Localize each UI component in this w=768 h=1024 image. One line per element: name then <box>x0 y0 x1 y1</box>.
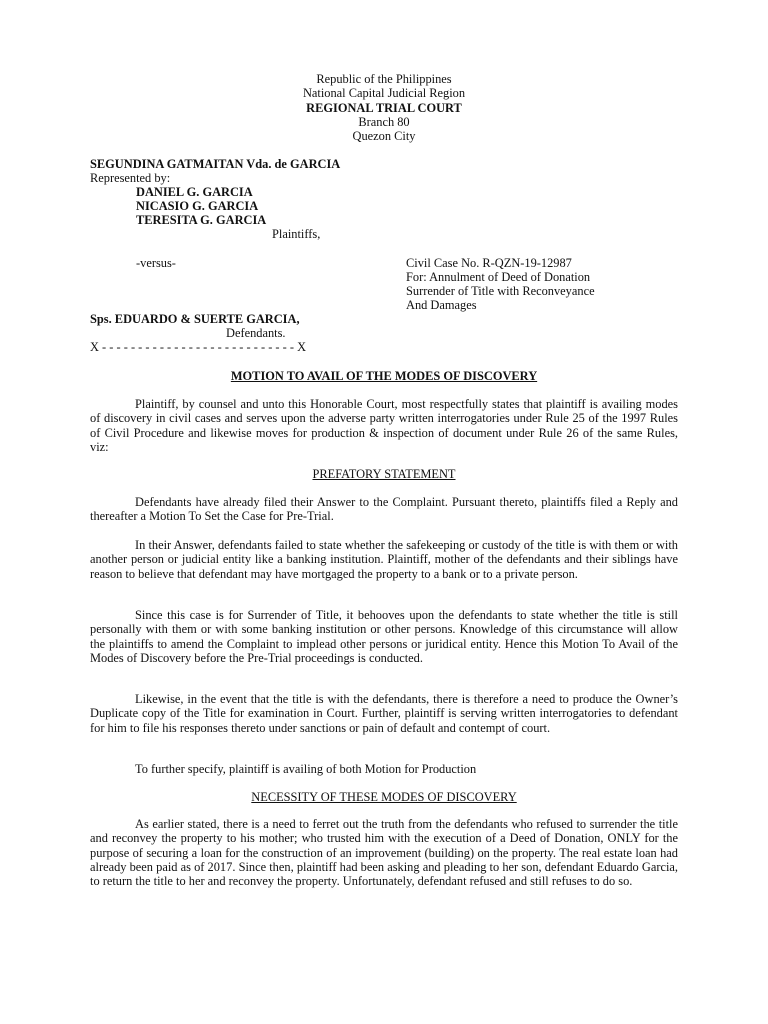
caption-separator: X - - - - - - - - - - - - - - - - - - - - - - - - - - - X <box>90 340 307 354</box>
representative-name: NICASIO G. GARCIA <box>136 199 259 213</box>
header-region: National Capital Judicial Region <box>302 86 466 101</box>
paragraph-failed-to-state: In their Answer, defendants failed to state whether the safekeeping or custody of the title is with them or with another person or judicial entity like a banking institution. Plaintiff, mother of the defendants and their siblings have reason to believe that defendant may have mortgaged the property to a bank or to a private person. <box>90 538 678 581</box>
header-branch: Branch 80 <box>358 114 410 129</box>
case-for-line3: And Damages <box>406 298 477 312</box>
paragraph-as-earlier-stated: As earlier stated, there is a need to ferret out the truth from the defendants who refused to surrender the title and reconvey the property to his mother; who trusted him with the execution of a Deed of Donation, ONLY for the purpose of securing a loan for the construction of an improvement (building) on the property. The real estate loan had already been paid as of 2017. Since then, plaintiff had been asking and pleading to her son, defendant Eduardo Garcia, to return the title to her and reconvey the property. Unfortunately, defendant refused and still refuses to do so. <box>90 817 678 889</box>
case-for-line2: Surrender of Title with Reconveyance <box>406 284 595 298</box>
court-header <box>0 72 768 143</box>
case-number: Civil Case No. R-QZN-19-12987 <box>406 256 572 270</box>
header-city: Quezon City <box>352 129 416 144</box>
plaintiffs-label: Plaintiffs, <box>272 227 321 241</box>
represented-by: Represented by: <box>90 171 171 185</box>
paragraph-answer-filed: Defendants have already filed their Answer to the Complaint. Pursuant thereto, plaintiffs filed a Reply and thereafter a Motion To Set the Case for Pre-Trial. <box>90 495 678 524</box>
prefatory-heading: PREFATORY STATEMENT <box>312 467 456 481</box>
representative-name: DANIEL G. GARCIA <box>136 185 253 199</box>
plaintiff-name: SEGUNDINA GATMAITAN Vda. de GARCIA <box>90 157 341 171</box>
versus-label: -versus- <box>136 256 176 270</box>
paragraph-further-specify: To further specify, plaintiff is availing of both Motion for Production <box>135 762 477 776</box>
case-for: For: Annulment of Deed of Donation <box>406 270 591 284</box>
defendant-name: Sps. EDUARDO & SUERTE GARCIA, <box>90 312 300 326</box>
necessity-heading: NECESSITY OF THESE MODES OF DISCOVERY <box>251 790 517 804</box>
header-republic: Republic of the Philippines <box>316 72 452 86</box>
representative-name: TERESITA G. GARCIA <box>136 213 267 227</box>
paragraph-surrender-of-title: Since this case is for Surrender of Title, it behooves upon the defendants to state whether the title is still personally with them or with some banking institution or other persons. Knowledge of this circumstance will allow the plaintiffs to amend the Complaint to implead other persons or juridical entity. Hence this Motion To Avail of the Modes of Discovery before the Pre-Trial proceedings is conducted. <box>90 608 678 665</box>
motion-title: MOTION TO AVAIL OF THE MODES OF DISCOVERY <box>230 369 538 383</box>
intro-paragraph: Plaintiff, by counsel and unto this Honorable Court, most respectfully states that plaintiff is availing modes of discovery in civil cases and serves upon the adverse party written interrogatories under Rule 25 of the 1997 Rules of Civil Procedure and likewise moves for production & inspection of document under Rule 26 of the same Rules, viz: <box>90 397 678 454</box>
paragraph-likewise: Likewise, in the event that the title is with the defendants, there is therefore a need to produce the Owner’s Duplicate copy of the Title for examination in Court. Further, plaintiff is serving written interrogatories to defendant for him to file his responses thereto under sanctions or pain of default and contempt of court. <box>90 692 678 735</box>
header-court: REGIONAL TRIAL COURT <box>306 100 462 115</box>
defendants-label: Defendants. <box>226 326 286 340</box>
